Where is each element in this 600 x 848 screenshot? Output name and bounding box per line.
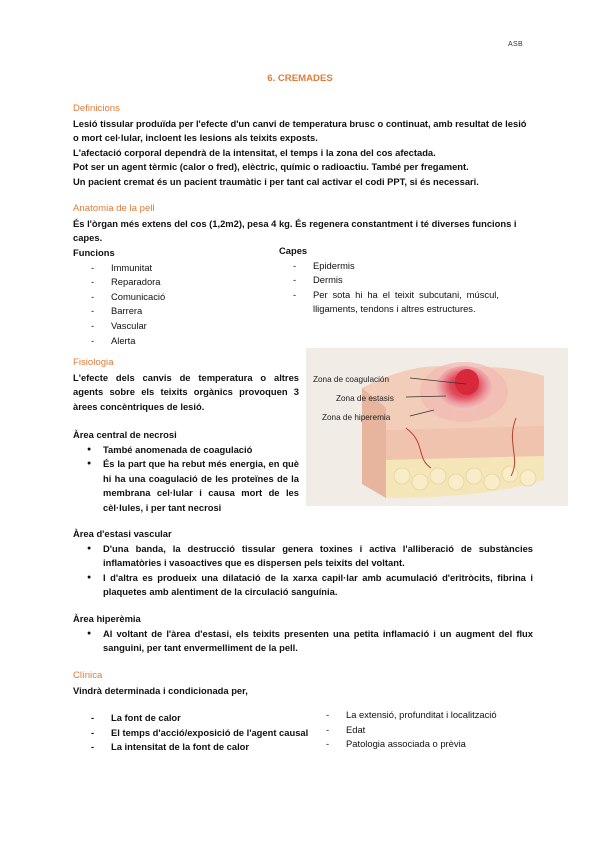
figure-label: Zona de estasis [336,394,394,403]
clinica-left-item: - El temps d'acció/exposició de l'agent causal [91,726,321,741]
capa-item: - Dermis [293,273,499,288]
hiperemia-title: Àrea hiperèmia [73,613,141,624]
funcions-column [73,246,263,348]
necrosi-section [73,428,299,516]
funcio-item: - Vascular [91,319,263,334]
clinica-section [73,669,533,698]
estasi-item: ● I d'altra es produeix una dilatació de la xarxa capil·lar amb acumulació d'eritròcits, fibrina i plaquetes amb alentiment de la circulació sanguínia. [81,571,533,600]
definicions-line: Un pacient cremat és un pacient traumàtic i per tant cal activar el codi PPT, si és necessari. [73,175,479,187]
funcio-item: - Alerta [91,334,263,349]
estasi-title: Àrea d'estasi vascular [73,528,172,539]
figure-label: Zona de coagulación [313,375,390,384]
hiperemia-item: ● Al voltant de l'àrea d'estasi, els teixits presenten una petita inflamació i un augment del flux sanguini, per tant envermelliment de la pell. [81,627,533,656]
clinica-right-item: - Edat [326,723,556,738]
funcio-item: - Immunitat [91,261,263,276]
funcio-item: - Comunicació [91,290,263,305]
funcio-item: - Reparadora [91,275,263,290]
clinica-intro: Vindrà determinada i condicionada per, [73,684,248,696]
header-initials: ASB [508,41,523,48]
anatomia-text: És l'òrgan més extens del cos (1,2m2), pesa 4 kg. És regenera constantment i té diverses funcions i capes. [73,217,517,244]
necrosi-title: Àrea central de necrosi [73,429,177,440]
definicions-line: Pot ser un agent tèrmic (calor o fred), elèctric, químic o radioactiu. També per fregament. [73,161,469,173]
capes-column [279,244,499,317]
fisiologia-text: L'efecte dels canvis de temperatura o altres agents sobre els teixits orgànics provoquen 3 àrees concèntriques de lesió. [73,371,299,412]
clinica-right-item: - La extensió, profunditat i localització [326,708,556,723]
definicions-heading: Definicions [73,103,120,114]
page-title: 6. CREMADES [267,73,333,84]
figure-label: Zona de hiperemia [322,413,391,422]
anatomia-section [73,202,533,246]
fisiologia-intro [73,356,299,414]
definicions-line: L'afectació corporal dependrà de la intensitat, el temps i la zona del cos afectada. [73,146,436,158]
clinica-left-item: - La font de calor [91,711,321,726]
fisiologia-heading: Fisiologia [73,357,114,368]
clinica-left-item: - La intensitat de la font de calor [91,740,321,755]
estasi-section [73,527,533,600]
necrosi-item: ● També anomenada de coagulació [81,443,299,458]
fat-layer [386,456,544,498]
necrosi-item: ● És la part que ha rebut més energia, en què hi ha una coagulació de les proteïnes de la membrana cel·lular i causa mort de les cèl·lules, i per tant necrosi [81,457,299,515]
hiperemia-section [73,612,533,656]
clinica-right-list [326,708,556,752]
clinica-left-list [91,711,321,755]
funcio-item: - Barrera [91,304,263,319]
clinica-heading: Clínica [73,670,103,681]
capes-title: Capes [279,245,308,256]
capa-item: - Epidermis [293,259,499,274]
skin-illustration [306,348,568,506]
definicions-section [73,102,533,190]
clinica-right-item: - Patologia associada o prèvia [326,737,556,752]
anatomia-heading: Anatomia de la pell [73,203,155,214]
burn-zones-figure [306,348,568,506]
definicions-line: Lesió tissular produïda per l'efecte d'un canvi de temperatura brusc o continuat, amb resultat de lesió o mort cel·lular, incloent les lesions als teixits exposts. [73,117,527,144]
funcions-title: Funcions [73,247,115,258]
capa-item: - Per sota hi ha el teixit subcutani, múscul, lligaments, tendons i altres estructures. [293,288,499,317]
estasi-item: ● D'una banda, la destrucció tissular genera toxines i activa l'alliberació de substàncies inflamatòries i vasoactives que es dispersen pels teixits del voltant. [81,542,533,571]
coagulation-zone [455,369,479,395]
